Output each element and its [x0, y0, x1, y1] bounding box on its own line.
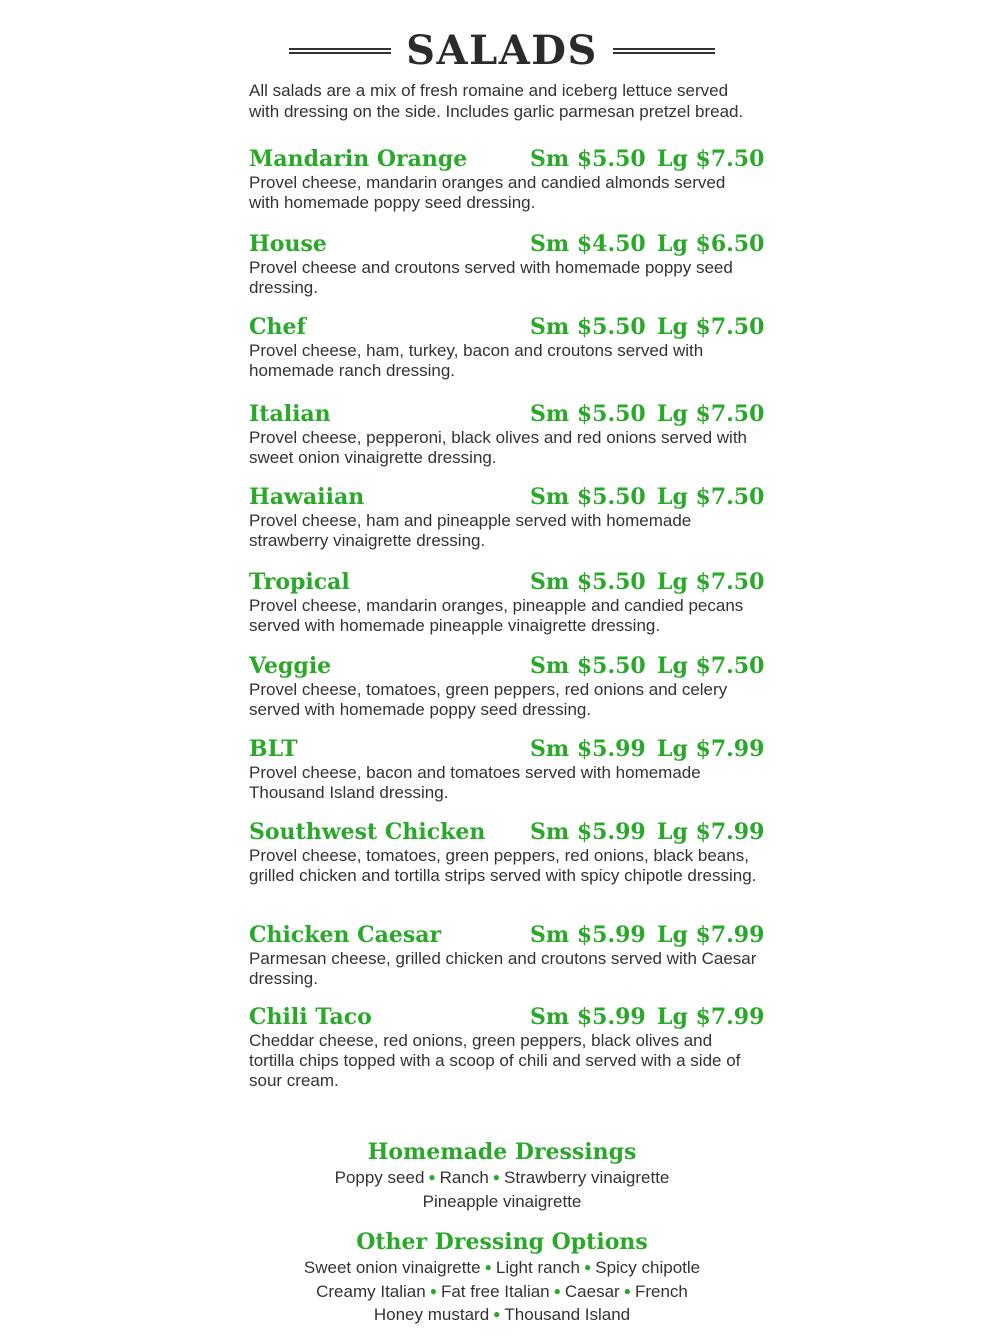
menu-item-price-small: Sm $5.99 — [530, 819, 646, 845]
dressing-option: Caesar — [564, 1281, 620, 1301]
title-row — [289, 28, 715, 74]
homemade-dressings-title: Homemade Dressings — [367, 1139, 637, 1165]
dressing-option: Ranch — [439, 1168, 489, 1187]
menu-item-price-large: Lg $6.50 — [657, 231, 765, 257]
dressing-line — [249, 1167, 755, 1191]
menu-item-name: Hawaiian — [249, 484, 365, 510]
dressing-line — [249, 1257, 755, 1281]
bullet-dot-icon: ● — [428, 1170, 436, 1184]
menu-item — [249, 816, 764, 886]
dressing-option: Strawberry vinaigrette — [504, 1168, 670, 1187]
dressing-option: Fat free Italian — [440, 1281, 550, 1301]
menu-item-price-large: Lg $7.50 — [657, 146, 765, 172]
menu-item-price-small: Sm $5.50 — [530, 314, 646, 340]
menu-item — [249, 566, 764, 636]
menu-item — [249, 311, 764, 381]
menu-item-description: Provel cheese and croutons served with homemade poppy seed dressing. — [249, 258, 733, 297]
bullet-dot-icon: ● — [493, 1307, 501, 1321]
menu-item-name: Italian — [249, 401, 331, 427]
dressing-option: Sweet onion vinaigrette — [303, 1258, 481, 1277]
bullet-dot-icon: ● — [429, 1283, 437, 1298]
dressing-option: Creamy Italian — [316, 1281, 426, 1301]
menu-item-price-small: Sm $5.99 — [530, 922, 646, 948]
menu-item-header — [249, 481, 764, 513]
menu-item-header — [249, 228, 764, 260]
menu-item-description: Provel cheese, tomatoes, green peppers, red onions and celery served with homemade poppy seed dressing. — [249, 680, 728, 719]
menu-item-header — [249, 143, 764, 175]
menu-item-name: Southwest Chicken — [249, 819, 486, 845]
menu-item-price-large: Lg $7.50 — [657, 569, 765, 595]
menu-item-price-small: Sm $5.50 — [530, 569, 646, 595]
bullet-dot-icon: ● — [583, 1260, 592, 1274]
menu-item-price-small: Sm $5.99 — [530, 736, 646, 762]
menu-item-name: BLT — [249, 736, 298, 762]
menu-item-name: Chicken Caesar — [249, 922, 442, 948]
menu-item — [249, 143, 764, 213]
menu-item-name: Chef — [249, 314, 306, 340]
menu-item — [249, 650, 764, 720]
menu-item-price-large: Lg $7.99 — [657, 922, 765, 948]
dressing-option: Honey mustard — [373, 1305, 490, 1324]
menu-item-header — [249, 311, 764, 343]
menu-item-description: Provel cheese, pepperoni, black olives and red onions served with sweet onion vinaigrette dressing. — [249, 428, 748, 467]
menu-item-description: Provel cheese, bacon and tomatoes served with homemade Thousand Island dressing. — [249, 763, 701, 802]
bullet-dot-icon: ● — [492, 1170, 501, 1184]
menu-item-description: Cheddar cheese, red onions, green peppers, black olives and tortilla chips topped with a scoop of chili and served with a side of sour cream. — [249, 1031, 741, 1090]
menu-item-name: Veggie — [249, 653, 332, 679]
menu-item-header — [249, 1001, 764, 1033]
menu-item-description: Provel cheese, ham and pineapple served with homemade strawberry vinaigrette dressing. — [249, 511, 692, 550]
menu-item — [249, 481, 764, 551]
menu-item-header — [249, 733, 764, 765]
menu-item-name: House — [249, 231, 327, 257]
menu-item — [249, 919, 764, 989]
menu-item — [249, 733, 764, 803]
menu-item-description: Provel cheese, tomatoes, green peppers, red onions, black beans, grilled chicken and tortilla strips served with spicy chipotle dressing. — [249, 846, 757, 885]
menu-item-price-small: Sm $5.50 — [530, 484, 646, 510]
dressing-line — [249, 1304, 755, 1328]
menu-item-name: Chili Taco — [249, 1004, 372, 1030]
bullet-dot-icon: ● — [623, 1283, 631, 1298]
menu-item — [249, 1001, 764, 1091]
menu-item-price-large: Lg $7.50 — [657, 653, 765, 679]
menu-item-price-small: Sm $5.50 — [530, 401, 646, 427]
dressing-option: Pineapple vinaigrette — [422, 1191, 582, 1211]
intro-text: All salads are a mix of fresh romaine and iceberg lettuce served with dressing on the side. Includes garlic parmesan pretzel bread. — [249, 81, 744, 121]
homemade-dressings-section — [249, 1137, 755, 1212]
bullet-dot-icon: ● — [484, 1260, 492, 1274]
dressing-option: French — [634, 1281, 688, 1301]
menu-item-price-large: Lg $7.99 — [657, 736, 765, 762]
menu-item-price-small: Sm $5.50 — [530, 653, 646, 679]
dressing-option: Light ranch — [495, 1258, 580, 1277]
menu-item-name: Tropical — [249, 569, 350, 595]
menu-item-price-large: Lg $7.50 — [657, 314, 765, 340]
menu-item-name: Mandarin Orange — [249, 146, 468, 172]
menu-item-price-large: Lg $7.50 — [657, 484, 765, 510]
menu-item-description: Parmesan cheese, grilled chicken and croutons served with Caesar dressing. — [249, 949, 757, 988]
menu-item-header — [249, 650, 764, 682]
menu-item — [249, 398, 764, 468]
menu-item-header — [249, 398, 764, 430]
menu-item-description: Provel cheese, ham, turkey, bacon and croutons served with homemade ranch dressing. — [249, 341, 704, 380]
other-dressings-title: Other Dressing Options — [356, 1229, 648, 1255]
menu-item-price-small: Sm $5.99 — [530, 1004, 646, 1030]
menu-item — [249, 228, 764, 298]
other-dressings-section — [249, 1227, 755, 1328]
menu-item-price-small: Sm $4.50 — [530, 231, 646, 257]
menu-item-header — [249, 816, 764, 848]
menu-item-price-large: Lg $7.99 — [657, 819, 765, 845]
dressing-option: Thousand Island — [504, 1305, 631, 1324]
menu-item-description: Provel cheese, mandarin oranges, pineapple and candied pecans served with homemade pineapple vinaigrette dressing. — [249, 596, 744, 635]
bullet-dot-icon: ● — [553, 1283, 561, 1298]
title-rule-left — [289, 48, 391, 54]
menu-item-price-large: Lg $7.50 — [657, 401, 765, 427]
menu-item-header — [249, 566, 764, 598]
dressing-option: Poppy seed — [334, 1168, 425, 1187]
menu-item-header — [249, 919, 764, 951]
dressing-line — [249, 1191, 755, 1213]
dressing-line — [249, 1281, 755, 1305]
menu-item-description: Provel cheese, mandarin oranges and candied almonds served with homemade poppy seed dressing. — [249, 173, 726, 212]
menu-item-price-small: Sm $5.50 — [530, 146, 646, 172]
menu-item-price-large: Lg $7.99 — [657, 1004, 765, 1030]
dressing-option: Spicy chipotle — [595, 1258, 701, 1277]
title-rule-right — [613, 48, 715, 54]
page-title: SALADS — [406, 27, 598, 74]
